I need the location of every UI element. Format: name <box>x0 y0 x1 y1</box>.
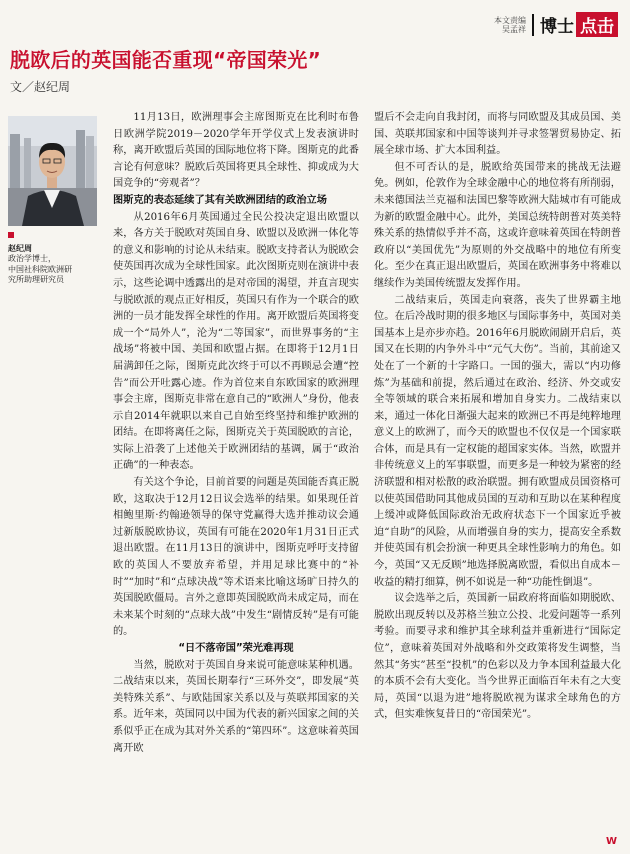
editor-credit-name: 吴孟祥 <box>502 24 526 34</box>
author-name: 赵纪周 <box>8 243 32 253</box>
paragraph: 议会选举之后，英国新一届政府将面临如期脱欧、脱欧出现反转以及苏格兰独立公投、北爱问题等一系列考验。而要寻求和维护其全球利益并重新进行“国际定位”，意味着英国对外战略和外交政策将发生调整，当然其“务实”甚至“投机”的色彩以及力争本国利益最大化的本质不会有大变化。当今世界正面临百年未有之大变局，英国“以退为进”地将脱欧视为谋求全球角色的方式，但实难恢复昔日的“帝国荣光”。 <box>374 593 621 721</box>
article-column-2 <box>374 110 621 724</box>
brand-part1: 博士 <box>540 17 574 37</box>
paragraph: 二战结束后，英国走向衰落，丧失了世界霸主地位。在后冷战时期的很多地区与国际事务中，英国对美国基本上是亦步亦趋。2016年6月脱欧闹剧开启后，英国又在长期的内争外斗中“元气大伤”。当前，其前途又处在了一个新的十字路口。一国的强大，需以“内功修炼”为基础和前提，然后通过在政治、经济、外交或安全等领域的联合来拓展和增加自身实力。二战结束以来，通过一体化日渐强大起来的欧洲已不再是纯粹地理意义上的欧洲了，而今天的欧盟也不仅仅是一个国家联合体，而是具有一定权能的超国家实体。当然，欧盟并非传统意义上的军事联盟，而更多是一种较为紧密的经济联盟和相对松散的政治联盟。拥有欧盟成员国资格可以使英国借助同其他成员国的互动和互助以在某种程度上缓冲或降低国际政治无政府状态下一个国家近乎被迫“自助”的风险，从而增强自身的实力，提高安全系数并使英国有机会扮演一种更具全球性影响力的角色。如今，英国“又无反顾”地选择脱离欧盟，看似出自成本－收益的精打细算，例不如说是一种“功能性倒退”。 <box>374 294 621 588</box>
paragraph: 11月13日，欧洲理事会主席图斯克在比利时布鲁日欧洲学院2019－2020学年开学仪式上发表演讲时称，离开欧盟后英国的国际地位将下降。图斯克的此番言论有何意味？脱欧后英国将更具全球性、抑或成为大国竞争的“旁观者”？ <box>113 112 359 190</box>
page-header <box>494 12 618 37</box>
editor-credit-label: 本文责编 <box>494 15 526 25</box>
paragraph: 当然，脱欧对于英国自身来说可能意味某种机遇。二战结束以来，英国长期奉行“三环外交”，即发展“英美特殊关系”、与欧陆国家关系以及与英联邦国家的关系。近年来，英国同以中国为代表的新兴国家之间的关系似乎正在成为其对外关系的“第四环”。这意味着英国离开欧 <box>113 659 359 754</box>
author-title-line3: 究所助理研究员 <box>8 275 64 284</box>
paragraph: 盟后不会走向自我封闭，而将与同欧盟及其成员国、美国、英联邦国家和中国等谈判并寻求签署贸易协定、拓展全球市场、扩大本国利益。 <box>374 112 621 157</box>
editor-credit <box>494 16 526 34</box>
w-mark-icon: W <box>606 836 618 847</box>
paragraph: 有关这个争论，目前首要的问题是英国能否真正脱欧，这取决于12月12日议会选举的结果。如果现任首相鲍里斯·约翰逊领导的保守党赢得大选并推动议会通过新版脱欧协议，英国有可能在2020年1月31日正式退出欧盟。在11月13日的演讲中，图斯克呼吁支持留欧的英国人不要放弃希望，并用足球比赛中的“补时”“加时”和“点球决战”等术语来比喻这场旷日持久的英国脱欧僵局。言外之意即英国脱欧尚未成定局，而在未来某个时刻的“点球大战”中发生“剧情反转”是有可能的。 <box>113 477 359 638</box>
paragraph: 从2016年6月英国通过全民公投决定退出欧盟以来，各方关于脱欧对英国自身、欧盟以及欧洲一体化等的意义和影响的讨论从未结束。脱欧支持者认为脱欧会使英国再次成为全球性国家。此次图斯克则在演讲中表示，这些论调中透露出的是对帝国的渴望，并直言现实与脱欧派的观点正好相反，英国只有作为一个联合的欧洲的一员才能发挥全球性的作用。离开欧盟后英国将变成一个“局外人”，沦为“二等国家”，而世界事务的“主战场”将被中国、美国和欧盟占据。在即将于12月1日届满卸任之际，图斯克此次终于可以不再顾忌会遭“控告”而公开吐露心迹。作为首位来自东欧国家的欧洲理事会主席，图斯克非常在意自己的“欧洲人”身份，他表示自2014年就职以来自己自始至终坚持和维护欧洲的团结。在即将离任之际，图斯克关于英国脱欧的言论，实际上沿袭了上述他关于欧洲团结的基调，属于“政治正确”的一种表态。 <box>113 211 359 472</box>
article-title: 脱欧后的英国能否重现“帝国荣光” <box>10 48 322 72</box>
section-heading: “日不落帝国”荣光难再现 <box>178 643 294 654</box>
paragraph: 但不可否认的是，脱欧给英国带来的挑战无法避免。例如，伦敦作为全球金融中心的地位将有所削弱，未来德国法兰克福和法国巴黎等欧洲大陆城市有可能成为新的欧盟金融中心。此外，美国总统特朗普对英美特殊关系的热情似乎并不高，这或许意味着英国在特朗普政府以“美国优先”为原则的外交战略中的地位有所变化。至少在真正退出欧盟后，英国在欧洲事务中将难以继续作为美国传统盟友发挥作用。 <box>374 161 621 289</box>
author-title-line1: 政治学博士， <box>8 254 56 263</box>
header-divider <box>532 14 534 36</box>
author-bio <box>8 232 108 286</box>
brand-part2: 点击 <box>576 12 618 37</box>
author-portrait-image <box>8 116 97 226</box>
author-title-line2: 中国社科院欧洲研 <box>8 264 72 274</box>
author-photo <box>8 116 97 226</box>
section-heading: 图斯克的表态延续了其有关欧洲团结的政治立场 <box>113 194 327 206</box>
bio-marker-icon <box>8 232 14 238</box>
article-column-1 <box>113 110 359 757</box>
column-brand <box>540 12 618 37</box>
article-byline: 文／赵纪周 <box>10 80 71 94</box>
